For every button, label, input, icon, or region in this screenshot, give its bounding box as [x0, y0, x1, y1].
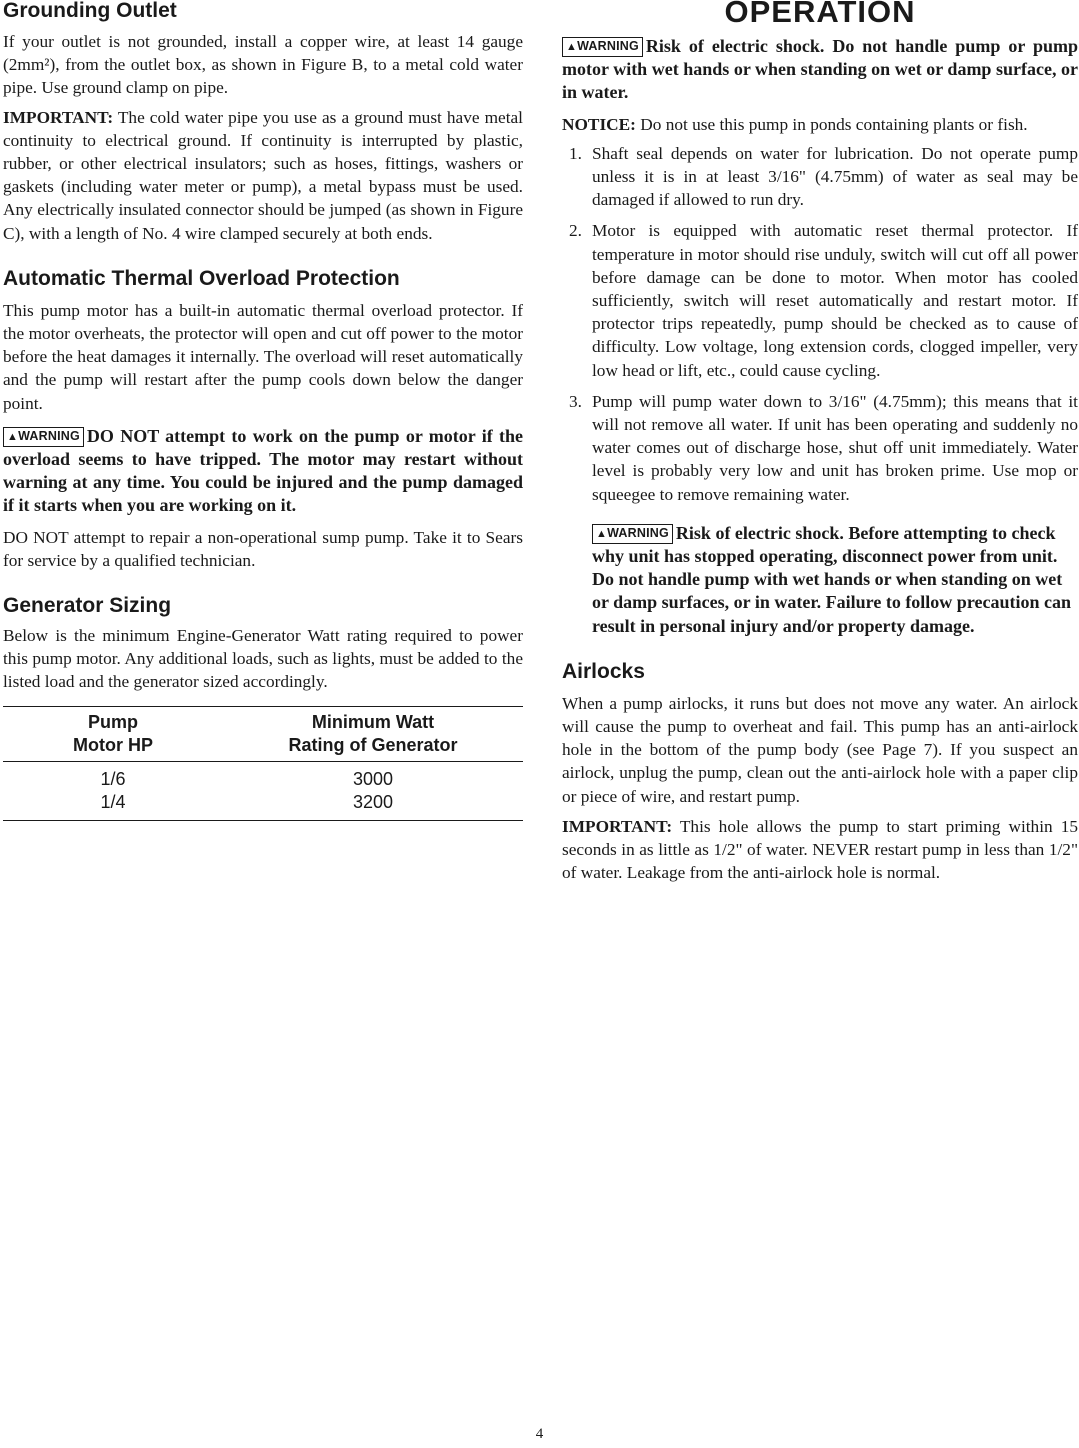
table-cell-watt: 3000 [352, 768, 394, 789]
generator-paragraph: Below is the minimum Engine-Generator Watt rating required to power this pump motor. Any additional loads, such as lights, must be added to the listed load and the generator sized accordingly. [3, 626, 523, 692]
list-item-text: Pump will pump water down to 3/16" (4.75mm); this means that it will not remove all water. If unit has been operating and suddenly no water comes out of discharge hose, shut off unit immediately. Water level is probably very low and unit has broken prime. Use mop or squeegee to remove remaining water. [592, 391, 1078, 504]
header-min-watt [223, 707, 523, 761]
list-item-number: 3. [569, 391, 582, 411]
table-cell-watt: 3200 [352, 791, 394, 812]
thermal-section [3, 267, 523, 572]
list-item [562, 142, 1078, 212]
table-row [3, 791, 523, 814]
important-label: IMPORTANT: [562, 816, 673, 836]
disconnect-warning-text: Risk of electric shock. Before attempting to check why unit has stopped operating, disconnect power from unit. Do not handle pump with wet hands or when standing on wet or damp surfaces, or in water. Failure to follow precaution can result in personal injury and/or property damage. [592, 522, 1071, 636]
table-header-rule [3, 761, 523, 762]
list-item [562, 219, 1078, 381]
operation-list [562, 142, 1078, 638]
header-motor-hp: Motor HP [73, 734, 153, 755]
notice-text: Do not use this pump in ponds containing plants or fish. [635, 114, 1028, 134]
disconnect-warning [592, 522, 1078, 638]
operation-warning [562, 35, 1078, 105]
warning-badge-label: WARNING [18, 428, 80, 443]
page-number: 4 [535, 1426, 544, 1442]
notice-label: NOTICE: [562, 114, 636, 134]
operation-heading: OPERATION [724, 0, 916, 29]
header-pump: Pump [87, 711, 138, 732]
airlocks-paragraph: When a pump airlocks, it runs but does not move any water. An airlock will cause the pump to overheat and fail. This pump has an anti-airlock hole in the bottom of the pump body (see Page 7). If you suspect an airlock, unplug the pump, clean out the anti-airlock hole with a paper clip or piece of wire, and restart pump. [562, 693, 1078, 806]
table-row [3, 768, 523, 791]
list-item-text: Motor is equipped with automatic reset thermal protector. If temperature in motor should rise unduly, switch will cut off all power before damage can be done to motor. When motor has cooled sufficiently, switch will reset automatically and restart motor. If protector trips repeatedly, pump should be checked as to cause of difficulty. Low voltage, long extension cords, clogged impeller, very low head or lift, etc., could cause cycling. [592, 221, 1078, 380]
table-header-row [3, 707, 523, 761]
grounding-heading: Grounding Outlet [3, 0, 177, 22]
list-item [562, 390, 1078, 638]
warning-badge-label: WARNING [607, 525, 669, 540]
warning-triangle-icon: ▲ [566, 41, 578, 53]
grounding-section [3, 0, 523, 245]
thermal-warning [3, 425, 523, 518]
warning-triangle-icon: ▲ [596, 527, 608, 540]
header-pump-motor-hp [3, 707, 223, 761]
table-bottom-rule [3, 820, 523, 821]
operation-warning-text: Risk of electric shock. Do not handle pump or pump motor with wet hands or when standing on wet or damp surface, or in water. [562, 36, 1078, 103]
list-item-number: 1. [569, 143, 582, 163]
table-cell-hp: 1/4 [100, 791, 126, 812]
warning-triangle-icon: ▲ [7, 430, 19, 443]
grounding-paragraph: If your outlet is not grounded, install a copper wire, at least 14 gauge (2mm²), from the outlet box, as shown in Figure B, to a metal cold water pipe. Use ground clamp on pipe. [3, 32, 523, 98]
thermal-paragraph: This pump motor has a built-in automatic thermal overload protector. If the motor overheats, the protector will open and cut off power to the motor before the heat damages it internally. The overload will reset automatically and the pump will restart after the pump cools down below the danger point. [3, 300, 523, 413]
left-column [3, 0, 523, 821]
generator-table [3, 707, 523, 821]
airlocks-heading: Airlocks [562, 659, 645, 683]
header-minimum-watt: Minimum Watt [311, 711, 435, 732]
important-label: IMPORTANT: [3, 107, 114, 127]
grounding-important-paragraph [3, 106, 523, 245]
thermal-heading: Automatic Thermal Overload Protection [3, 266, 400, 290]
airlocks-section [562, 660, 1078, 885]
repair-paragraph: DO NOT attempt to repair a non-operational sump pump. Take it to Sears for service by a qualified technician. [3, 527, 523, 570]
generator-heading: Generator Sizing [3, 594, 172, 618]
warning-badge [592, 524, 673, 544]
warning-badge-label: WARNING [577, 39, 639, 53]
list-item-text: Shaft seal depends on water for lubrication. Do not operate pump unless it is in at least 3/16" (4.75mm) of water as seal may be damaged if allowed to run dry. [592, 143, 1078, 210]
list-item-number: 2. [569, 221, 582, 241]
warning-badge [562, 37, 643, 57]
thermal-warning-text: DO NOT attempt to work on the pump or motor if the overload seems to have tripped. The motor may restart without warning at any time. You could be injured and the pump damaged if it starts when you are working on it. [3, 425, 523, 516]
important-text: This hole allows the pump to start priming within 15 seconds in as little as 1/2" of water. NEVER restart pump in less than 1/2" of water. Leakage from the anti-airlock hole is normal. [562, 816, 1078, 883]
right-column [562, 0, 1078, 885]
generator-section [3, 594, 523, 821]
important-text: The cold water pipe you use as a ground must have metal continuity to electrical ground. If continuity is interrupted by plastic, rubber, or other electrical insulators; such as hoses, fittings, washers or gaskets (including water meter or pump), a metal bypass must be used. Any electrically insulated connector should be jumped (as shown in Figure C), with a length of No. 4 wire clamped securely at both ends. [3, 107, 523, 243]
notice-paragraph [562, 113, 1078, 136]
header-rating: Rating of Generator [288, 734, 458, 755]
table-cell-hp: 1/6 [100, 768, 126, 789]
warning-badge [3, 427, 84, 447]
airlocks-important-paragraph [562, 815, 1078, 885]
